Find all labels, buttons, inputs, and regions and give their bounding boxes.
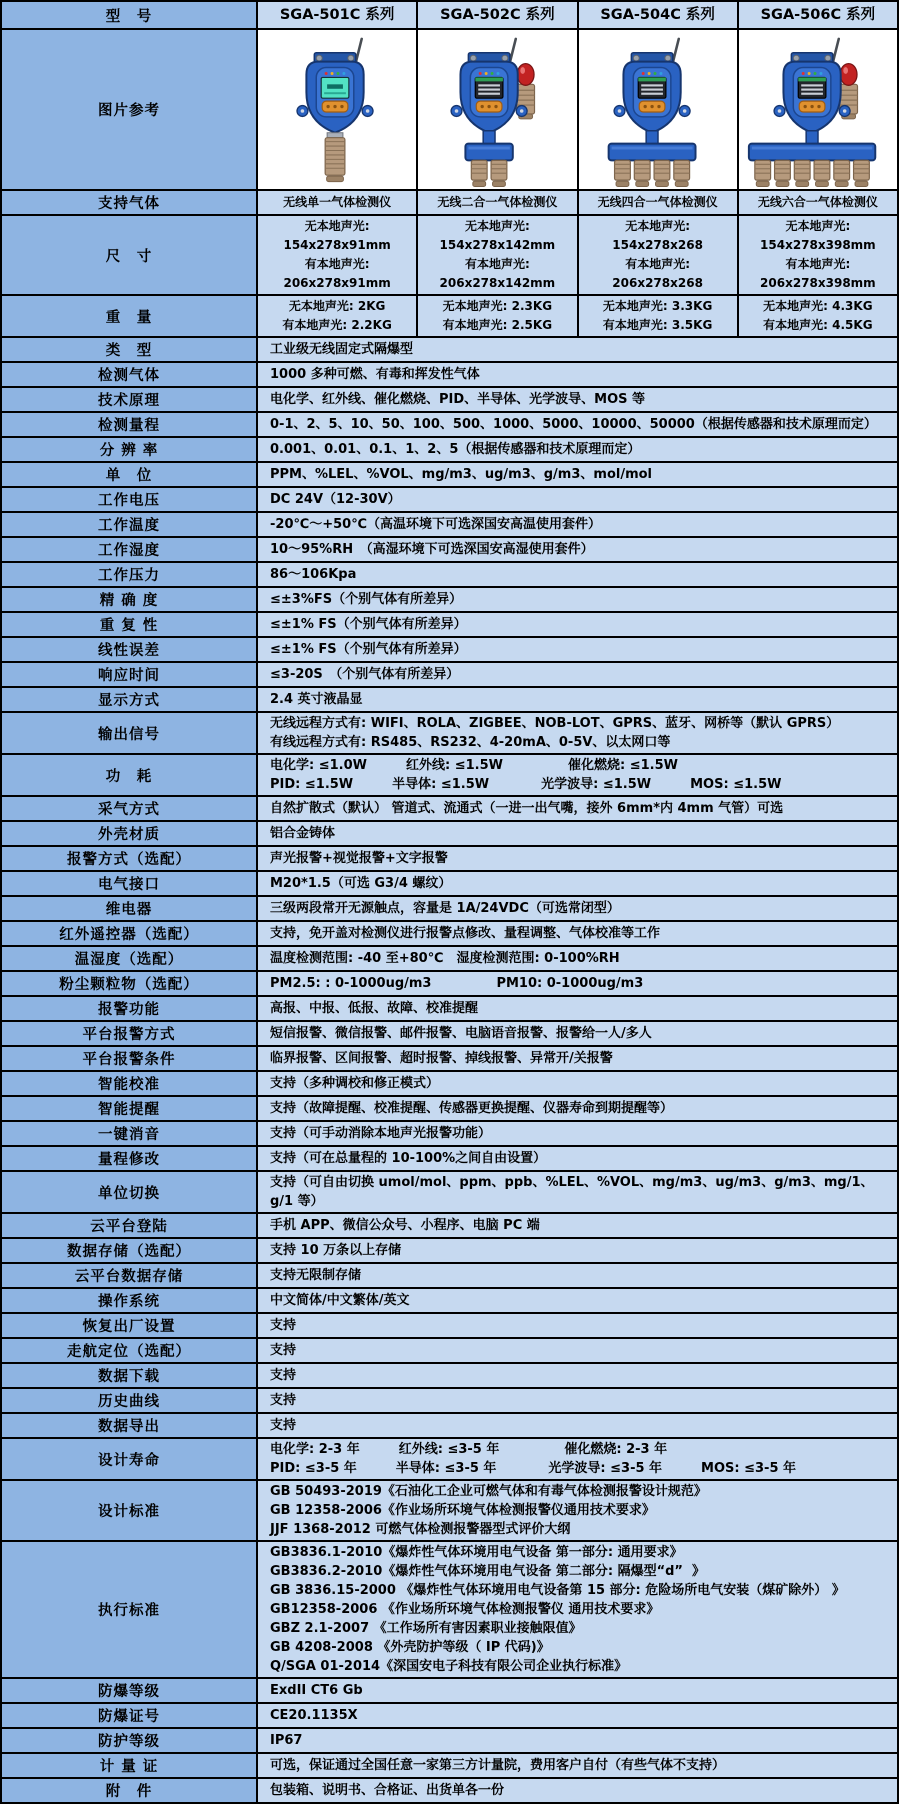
spec-row (2, 513, 897, 538)
spec-text: 0-1、2、5、10、50、100、500、1000、5000、10000、50000（根据传感器和技术原理而定） (270, 417, 877, 432)
spec-value-cell (258, 438, 897, 461)
spec-value-cell (739, 296, 897, 336)
spec-value-cell (258, 563, 897, 586)
spec-text: 手机 APP、微信公众号、小程序、电脑 PC 端 (270, 1218, 540, 1233)
spec-value-cell (258, 463, 897, 486)
row-label: 检测量程 (2, 413, 258, 436)
row-label: 报警功能 (2, 997, 258, 1020)
spec-value-cell (258, 1047, 897, 1070)
row-label: 重 量 (2, 296, 258, 336)
spec-row (2, 1481, 897, 1542)
spec-row (2, 1754, 897, 1779)
row-label: 外壳材质 (2, 822, 258, 845)
row-label: 计 量 证 (2, 1754, 258, 1777)
spec-text: ExdII CT6 Gb (270, 1683, 363, 1698)
spec-text: 0.001、0.01、0.1、1、2、5（根据传感器和技术原理而定） (270, 442, 641, 457)
spec-text: GB 4208-2008 《外壳防护等级（ IP 代码)》 (270, 1640, 550, 1655)
row-label: 电气接口 (2, 872, 258, 895)
spec-text: M20*1.5（可选 G3/4 螺纹） (270, 876, 452, 891)
spec-value-cell (258, 216, 418, 294)
spec-value-cell (258, 296, 418, 336)
spec-row (2, 997, 897, 1022)
spec-row (2, 755, 897, 797)
spec-row (2, 1389, 897, 1414)
spec-text: 支持（可在总量程的 10-100%之间自由设置） (270, 1151, 547, 1166)
spec-value-cell (258, 997, 897, 1020)
spec-text: 有线远程方式有: RS485、RS232、4-20mA、0-5V、以太网口等 (270, 735, 671, 750)
spec-value-cell (579, 216, 739, 294)
spec-text: 无本地声光: 2.3KG (442, 299, 553, 313)
spec-value-cell (258, 638, 897, 661)
spec-value-cell (258, 755, 897, 795)
spec-row (2, 363, 897, 388)
spec-text: 工业级无线固定式隔爆型 (270, 342, 414, 357)
spec-row (2, 1364, 897, 1389)
row-label: 操作系统 (2, 1289, 258, 1312)
spec-text: 铝合金铸体 (270, 826, 336, 841)
row-label: 历史曲线 (2, 1389, 258, 1412)
spec-value-cell (258, 1439, 897, 1479)
spec-value-cell (579, 296, 739, 336)
spec-text: 包装箱、说明书、合格证、出货单各一份 (270, 1783, 505, 1798)
spec-value-cell (258, 1147, 897, 1170)
spec-text: 支持（可自由切换 umol/mol、ppm、ppb、%LEL、%VOL、mg/m3、ug/m3、g/m3、mg/1、g/1 等） (270, 1175, 874, 1209)
row-label: 功 耗 (2, 755, 258, 795)
spec-value-cell (739, 191, 897, 214)
row-label: 量程修改 (2, 1147, 258, 1170)
row-label: 一键消音 (2, 1122, 258, 1145)
spec-text: 支持，免开盖对检测仪进行报警点修改、量程调整、气体校准等工作 (270, 926, 661, 941)
spec-value-cell (258, 1542, 897, 1677)
row-label: 附 件 (2, 1779, 258, 1802)
row-label: 采气方式 (2, 797, 258, 820)
column-header-text: SGA-501C 系列 (279, 6, 395, 23)
spec-text: 无本地声光: 154x278x268 (612, 219, 703, 252)
spec-value-cell (258, 1414, 897, 1437)
spec-value-cell (258, 663, 897, 686)
spec-text: PID: ≤1.5W 半导体: ≤1.5W 光学波导: ≤1.5W MOS: ≤1.5W (270, 777, 782, 792)
row-label: 执行标准 (2, 1542, 258, 1677)
spec-text: 支持（可手动消除本地声光报警功能） (270, 1126, 492, 1141)
spec-text: GBZ 2.1-2007 《工作场所有害因素职业接触限值》 (270, 1621, 582, 1636)
column-header-text: SGA-504C 系列 (600, 6, 715, 23)
spec-text: 支持 (270, 1343, 297, 1358)
spec-row (2, 1289, 897, 1314)
product-image-cell-sga-502c (418, 30, 578, 189)
spec-text: GB12358-2006 《作业场所环境气体检测报警仪 通用技术要求》 (270, 1602, 660, 1617)
spec-text: 无线单一气体检测仪 (283, 195, 392, 209)
row-label: 恢复出厂设置 (2, 1314, 258, 1337)
spec-value-cell (258, 922, 897, 945)
spec-value-cell (258, 1122, 897, 1145)
spec-text: 支持（故障提醒、校准提醒、传感器更换提醒、仪器寿命到期提醒等） (270, 1101, 674, 1116)
spec-text: 高报、中报、低报、故障、校准提醒 (270, 1001, 479, 1016)
spec-value-cell (579, 191, 739, 214)
row-label: 工作电压 (2, 488, 258, 511)
spec-text: CE20.1135X (270, 1708, 358, 1723)
spec-text: 短信报警、微信报警、邮件报警、电脑语音报警、报警给一人/多人 (270, 1026, 652, 1041)
row-label: 维电器 (2, 897, 258, 920)
spec-row (2, 847, 897, 872)
spec-text: 无本地声光: 154x278x91mm (283, 219, 391, 252)
row-label: 输出信号 (2, 713, 258, 753)
column-header-text: SGA-502C 系列 (440, 6, 555, 23)
spec-text: 有本地声光: 206x278x268 (612, 257, 703, 290)
image-row (2, 30, 897, 191)
spec-text: 有本地声光: 4.5KG (763, 318, 873, 332)
spec-text: 支持无限制存储 (270, 1268, 362, 1283)
spec-text: ≤±1% FS（个别气体有所差异） (270, 642, 467, 657)
spec-value-cell (258, 1264, 897, 1287)
gas-detector-illustration-sga-504c (579, 32, 737, 189)
spec-value-cell (258, 1389, 897, 1412)
row-label: 单 位 (2, 463, 258, 486)
spec-text: PM2.5: : 0-1000ug/m3 PM10: 0-1000ug/m3 (270, 976, 644, 991)
spec-value-cell (258, 822, 897, 845)
spec-row (2, 1729, 897, 1754)
row-label: 工作压力 (2, 563, 258, 586)
column-header-text: SGA-506C 系列 (760, 6, 876, 23)
spec-text: 电化学: 2-3 年 红外线: ≤3-5 年 催化燃烧: 2-3 年 (270, 1442, 668, 1457)
spec-row (2, 1439, 897, 1481)
spec-text: GB 50493-2019《石油化工企业可燃气体和有毒气体检测报警设计规范》 (270, 1484, 707, 1499)
spec-text: 2.4 英寸液晶显 (270, 692, 363, 707)
spec-value-cell (258, 588, 897, 611)
row-label: 响应时间 (2, 663, 258, 686)
spec-text: DC 24V（12-30V） (270, 492, 401, 507)
spec-value-cell (258, 363, 897, 386)
row-label: 走航定位（选配） (2, 1339, 258, 1362)
spec-row (2, 563, 897, 588)
row-label: 设计寿命 (2, 1439, 258, 1479)
row-label: 工作湿度 (2, 538, 258, 561)
spec-text: -20℃～+50℃（高温环境下可选深国安高温使用套件） (270, 517, 601, 532)
spec-text: 有本地声光: 3.5KG (602, 318, 713, 332)
spec-value-cell (258, 1097, 897, 1120)
spec-row (2, 1779, 897, 1802)
spec-text: ≤±3%FS（个别气体有所差异） (270, 592, 463, 607)
row-label: 类 型 (2, 338, 258, 361)
header-row (2, 2, 897, 30)
row-label: 检测气体 (2, 363, 258, 386)
spec-value-cell (258, 1314, 897, 1337)
spec-row (2, 296, 897, 338)
spec-text: GB3836.1-2010《爆炸性气体环境用电气设备 第一部分: 通用要求》 (270, 1545, 683, 1560)
spec-value-cell (258, 1289, 897, 1312)
row-label: 分 辨 率 (2, 438, 258, 461)
row-label: 防爆证号 (2, 1704, 258, 1727)
spec-value-cell (258, 1679, 897, 1702)
row-label: 线性误差 (2, 638, 258, 661)
spec-value-cell (258, 1364, 897, 1387)
spec-text: 支持 (270, 1318, 297, 1333)
spec-row (2, 822, 897, 847)
spec-value-cell (258, 797, 897, 820)
spec-text: 支持 (270, 1393, 297, 1408)
spec-row (2, 413, 897, 438)
spec-row (2, 388, 897, 413)
spec-text: GB 12358-2006《作业场所环境气体检测报警仪通用技术要求》 (270, 1503, 655, 1518)
spec-text: 温度检测范围: -40 至+80℃ 湿度检测范围: 0-100%RH (270, 951, 620, 966)
spec-row (2, 463, 897, 488)
spec-row (2, 1147, 897, 1172)
spec-value-cell (258, 1172, 897, 1212)
spec-value-cell (258, 897, 897, 920)
row-label: 平台报警条件 (2, 1047, 258, 1070)
spec-text: 支持 (270, 1418, 297, 1433)
spec-value-cell (258, 513, 897, 536)
spec-text: 无线远程方式有: WIFI、ROLA、ZIGBEE、NOB-LOT、GPRS、蓝牙、网桥等（默认 GPRS） (270, 716, 840, 731)
spec-value-cell (258, 872, 897, 895)
spec-row (2, 1542, 897, 1679)
spec-value-cell (258, 972, 897, 995)
row-label: 单位切换 (2, 1172, 258, 1212)
spec-row (2, 872, 897, 897)
spec-row (2, 1314, 897, 1339)
spec-row (2, 488, 897, 513)
spec-value-cell (258, 1729, 897, 1752)
spec-value-cell (418, 216, 578, 294)
spec-text: 无本地声光: 2KG (288, 299, 386, 313)
row-label: 设计标准 (2, 1481, 258, 1540)
spec-value-cell (258, 338, 897, 361)
spec-text: 可选，保证通过全国任意一家第三方计量院，费用客户自付（有些气体不支持） (270, 1758, 726, 1773)
row-label: 图片参考 (2, 30, 258, 189)
spec-row (2, 1072, 897, 1097)
spec-row (2, 191, 897, 216)
spec-text: 86～106Kpa (270, 567, 357, 582)
spec-row (2, 1047, 897, 1072)
spec-value-cell (258, 1022, 897, 1045)
spec-text: 无本地声光: 4.3KG (763, 299, 873, 313)
row-label: 云平台数据存储 (2, 1264, 258, 1287)
spec-value-cell (258, 1704, 897, 1727)
spec-row (2, 1414, 897, 1439)
spec-value-cell (258, 1214, 897, 1237)
spec-value-cell (258, 688, 897, 711)
spec-text: 无线四合一气体检测仪 (597, 195, 718, 209)
spec-text: GB3836.2-2010《爆炸性气体环境用电气设备 第二部分: 隔爆型“d” 》 (270, 1564, 706, 1579)
gas-detector-illustration-sga-501c (258, 32, 416, 189)
spec-text: 三级两段常开无源触点，容量是 1A/24VDC（可选常闭型） (270, 901, 620, 916)
spec-value-cell (258, 413, 897, 436)
spec-row (2, 613, 897, 638)
row-label: 防爆等级 (2, 1679, 258, 1702)
spec-text: 无线二合一气体检测仪 (437, 195, 558, 209)
spec-text: 中文简体/中文繁体/英文 (270, 1293, 410, 1308)
spec-text: GB 3836.15-2000 《爆炸性气体环境用电气设备第 15 部分: 危险场所电气安装（煤矿除外） 》 (270, 1583, 845, 1598)
spec-text: 无线六合一气体检测仪 (757, 195, 878, 209)
column-header-2 (418, 2, 578, 28)
spec-row (2, 338, 897, 363)
spec-value-cell (258, 538, 897, 561)
model-header-label: 型 号 (2, 2, 258, 28)
spec-row (2, 1122, 897, 1147)
spec-row (2, 1264, 897, 1289)
column-header-1 (258, 2, 418, 28)
product-image-cell-sga-506c (739, 30, 897, 189)
spec-row (2, 1704, 897, 1729)
spec-value-cell (418, 296, 578, 336)
spec-value-cell (418, 191, 578, 214)
row-label: 报警方式（选配） (2, 847, 258, 870)
spec-text: 临界报警、区间报警、超时报警、掉线报警、异常开/关报警 (270, 1051, 613, 1066)
gas-detector-illustration-sga-506c (739, 32, 897, 189)
spec-text: 有本地声光: 206x278x91mm (283, 257, 391, 290)
spec-text: 自然扩散式（默认） 管道式、流通式（一进一出气嘴，接外 6mm*内 4mm 气管）可选 (270, 801, 784, 816)
spec-row (2, 438, 897, 463)
row-label: 智能校准 (2, 1072, 258, 1095)
row-label: 技术原理 (2, 388, 258, 411)
spec-row (2, 538, 897, 563)
spec-value-cell (258, 191, 418, 214)
spec-text: JJF 1368-2012 可燃气体检测报警器型式评价大纲 (270, 1522, 571, 1537)
row-label: 平台报警方式 (2, 1022, 258, 1045)
gas-detector-illustration-sga-502c (418, 32, 576, 189)
product-image-cell-sga-504c (579, 30, 739, 189)
spec-text: 无本地声光: 154x278x398mm (760, 219, 876, 252)
spec-row (2, 688, 897, 713)
spec-text: IP67 (270, 1733, 303, 1748)
row-label: 支持气体 (2, 191, 258, 214)
spec-text: 无本地声光: 154x278x142mm (439, 219, 556, 252)
spec-value-cell (258, 1239, 897, 1262)
product-image-cell-sga-501c (258, 30, 418, 189)
spec-row (2, 897, 897, 922)
spec-value-cell (258, 713, 897, 753)
row-label: 工作温度 (2, 513, 258, 536)
row-label: 尺 寸 (2, 216, 258, 294)
spec-row (2, 1022, 897, 1047)
spec-text: ≤±1% FS（个别气体有所差异） (270, 617, 467, 632)
row-label: 红外遥控器（选配） (2, 922, 258, 945)
spec-row (2, 713, 897, 755)
row-label: 数据下载 (2, 1364, 258, 1387)
spec-value-cell (258, 1754, 897, 1777)
spec-text: 有本地声光: 2.5KG (442, 318, 553, 332)
spec-row (2, 947, 897, 972)
spec-row (2, 1097, 897, 1122)
spec-row (2, 1339, 897, 1364)
spec-value-cell (258, 488, 897, 511)
spec-text: PPM、%LEL、%VOL、mg/m3、ug/m3、g/m3、mol/mol (270, 467, 653, 482)
spec-text: 1000 多种可燃、有毒和挥发性气体 (270, 367, 480, 382)
spec-text: 电化学: ≤1.0W 红外线: ≤1.5W 催化燃烧: ≤1.5W (270, 758, 678, 773)
column-header-4 (739, 2, 897, 28)
spec-text: 支持 10 万条以上存储 (270, 1243, 402, 1258)
spec-row (2, 1172, 897, 1214)
spec-value-cell (258, 947, 897, 970)
row-label: 温湿度（选配） (2, 947, 258, 970)
spec-row (2, 216, 897, 296)
spec-text: PID: ≤3-5 年 半导体: ≤3-5 年 光学波导: ≤3-5 年 MOS: ≤3-5 年 (270, 1461, 797, 1476)
spec-value-cell (739, 216, 897, 294)
spec-text: 10～95%RH （高湿环境下可选深国安高湿使用套件） (270, 542, 594, 557)
row-label: 粉尘颗粒物（选配） (2, 972, 258, 995)
spec-row (2, 922, 897, 947)
spec-row (2, 1214, 897, 1239)
spec-value-cell (258, 1072, 897, 1095)
spec-text: 有本地声光: 206x278x398mm (760, 257, 876, 290)
spec-value-cell (258, 1481, 897, 1540)
row-label: 重 复 性 (2, 613, 258, 636)
spec-value-cell (258, 847, 897, 870)
spec-value-cell (258, 613, 897, 636)
spec-text: 声光报警+视觉报警+文字报警 (270, 851, 448, 866)
spec-text: 无本地声光: 3.3KG (602, 299, 713, 313)
spec-text: ≤3-20S （个别气体有所差异） (270, 667, 460, 682)
spec-text: 支持 (270, 1368, 297, 1383)
column-header-3 (579, 2, 739, 28)
spec-text: 有本地声光: 2.2KG (282, 318, 392, 332)
spec-row (2, 663, 897, 688)
row-label: 数据存储（选配） (2, 1239, 258, 1262)
spec-text: 有本地声光: 206x278x142mm (439, 257, 556, 290)
spec-row (2, 588, 897, 613)
row-label: 智能提醒 (2, 1097, 258, 1120)
spec-text: Q/SGA 01-2014《深国安电子科技有限公司企业执行标准》 (270, 1659, 628, 1674)
row-label: 数据导出 (2, 1414, 258, 1437)
row-label: 显示方式 (2, 688, 258, 711)
row-label: 防护等级 (2, 1729, 258, 1752)
spec-value-cell (258, 1779, 897, 1802)
spec-text: 电化学、红外线、催化燃烧、PID、半导体、光学波导、MOS 等 (270, 392, 646, 407)
spec-row (2, 1239, 897, 1264)
spec-row (2, 797, 897, 822)
row-label: 精 确 度 (2, 588, 258, 611)
row-label: 云平台登陆 (2, 1214, 258, 1237)
spec-row (2, 972, 897, 997)
spec-row (2, 638, 897, 663)
spec-row (2, 1679, 897, 1704)
spec-value-cell (258, 1339, 897, 1362)
spec-text: 支持（多种调校和修正模式） (270, 1076, 440, 1091)
spec-value-cell (258, 388, 897, 411)
